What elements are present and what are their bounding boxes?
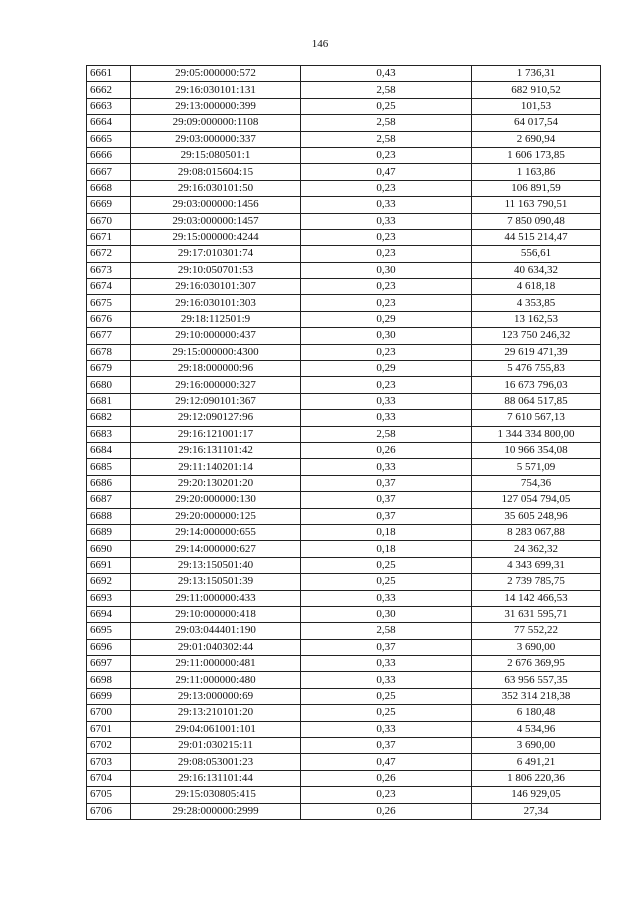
rate-cell: 0,37	[301, 475, 472, 491]
row-number-cell: 6696	[87, 639, 131, 655]
table-row	[87, 295, 601, 311]
value-cell: 14 142 466,53	[472, 590, 601, 606]
table-row	[87, 344, 601, 360]
rate-cell: 0,25	[301, 574, 472, 590]
table-row	[87, 213, 601, 229]
cadastral-number-cell: 29:16:030101:307	[131, 279, 301, 295]
row-number-cell: 6692	[87, 574, 131, 590]
table-row	[87, 541, 601, 557]
rate-cell: 0,33	[301, 393, 472, 409]
value-cell: 44 515 214,47	[472, 229, 601, 245]
value-cell: 5 476 755,83	[472, 361, 601, 377]
table-row	[87, 623, 601, 639]
row-number-cell: 6681	[87, 393, 131, 409]
value-cell: 1 736,31	[472, 66, 601, 82]
table-row	[87, 115, 601, 131]
cadastral-number-cell: 29:08:015604:15	[131, 164, 301, 180]
table-row	[87, 508, 601, 524]
value-cell: 4 534,96	[472, 721, 601, 737]
cadastral-number-cell: 29:10:000000:418	[131, 606, 301, 622]
table-row	[87, 98, 601, 114]
row-number-cell: 6663	[87, 98, 131, 114]
row-number-cell: 6705	[87, 787, 131, 803]
table-row	[87, 524, 601, 540]
row-number-cell: 6670	[87, 213, 131, 229]
row-number-cell: 6675	[87, 295, 131, 311]
value-cell: 1 163,86	[472, 164, 601, 180]
cadastral-number-cell: 29:03:000000:337	[131, 131, 301, 147]
row-number-cell: 6684	[87, 442, 131, 458]
row-number-cell: 6699	[87, 688, 131, 704]
cadastral-number-cell: 29:10:000000:437	[131, 328, 301, 344]
table-row	[87, 180, 601, 196]
rate-cell: 0,23	[301, 279, 472, 295]
page-number: 146	[311, 38, 329, 50]
rate-cell: 0,33	[301, 672, 472, 688]
table-row	[87, 705, 601, 721]
rate-cell: 0,23	[301, 180, 472, 196]
rate-cell: 2,58	[301, 623, 472, 639]
cadastral-number-cell: 29:16:000000:327	[131, 377, 301, 393]
rate-cell: 0,30	[301, 606, 472, 622]
cadastral-number-cell: 29:03:000000:1456	[131, 197, 301, 213]
value-cell: 7 610 567,13	[472, 410, 601, 426]
rate-cell: 0,26	[301, 442, 472, 458]
value-cell: 4 343 699,31	[472, 557, 601, 573]
row-number-cell: 6693	[87, 590, 131, 606]
row-number-cell: 6682	[87, 410, 131, 426]
value-cell: 63 956 557,35	[472, 672, 601, 688]
value-cell: 16 673 796,03	[472, 377, 601, 393]
value-cell: 88 064 517,85	[472, 393, 601, 409]
cadastral-number-cell: 29:12:090101:367	[131, 393, 301, 409]
rate-cell: 0,47	[301, 164, 472, 180]
table-row	[87, 361, 601, 377]
row-number-cell: 6677	[87, 328, 131, 344]
table-row	[87, 426, 601, 442]
value-cell: 6 491,21	[472, 754, 601, 770]
rate-cell: 0,26	[301, 803, 472, 819]
row-number-cell: 6695	[87, 623, 131, 639]
row-number-cell: 6704	[87, 770, 131, 786]
rate-cell: 0,33	[301, 590, 472, 606]
rate-cell: 0,43	[301, 66, 472, 82]
rate-cell: 0,47	[301, 754, 472, 770]
table-row	[87, 738, 601, 754]
cadastral-number-cell: 29:20:000000:125	[131, 508, 301, 524]
value-cell: 352 314 218,38	[472, 688, 601, 704]
rate-cell: 0,33	[301, 721, 472, 737]
row-number-cell: 6686	[87, 475, 131, 491]
row-number-cell: 6678	[87, 344, 131, 360]
rate-cell: 0,25	[301, 98, 472, 114]
value-cell: 3 690,00	[472, 639, 601, 655]
rate-cell: 0,23	[301, 229, 472, 245]
value-cell: 35 605 248,96	[472, 508, 601, 524]
cadastral-number-cell: 29:18:000000:96	[131, 361, 301, 377]
table-row	[87, 803, 601, 819]
cadastral-number-cell: 29:20:130201:20	[131, 475, 301, 491]
cadastral-number-cell: 29:13:000000:399	[131, 98, 301, 114]
cadastral-number-cell: 29:11:000000:480	[131, 672, 301, 688]
table-row	[87, 557, 601, 573]
table-row	[87, 721, 601, 737]
value-cell: 1 606 173,85	[472, 147, 601, 163]
rate-cell: 0,30	[301, 328, 472, 344]
value-cell: 5 571,09	[472, 459, 601, 475]
row-number-cell: 6672	[87, 246, 131, 262]
rate-cell: 0,26	[301, 770, 472, 786]
rate-cell: 0,37	[301, 508, 472, 524]
rate-cell: 0,25	[301, 688, 472, 704]
cadastral-number-cell: 29:14:000000:627	[131, 541, 301, 557]
cadastral-number-cell: 29:16:030101:131	[131, 82, 301, 98]
table-row	[87, 574, 601, 590]
row-number-cell: 6687	[87, 492, 131, 508]
rate-cell: 0,37	[301, 492, 472, 508]
rate-cell: 0,23	[301, 147, 472, 163]
table-row	[87, 459, 601, 475]
rate-cell: 0,23	[301, 344, 472, 360]
cadastral-number-cell: 29:04:061001:101	[131, 721, 301, 737]
cadastral-table	[86, 65, 601, 820]
rate-cell: 0,18	[301, 524, 472, 540]
row-number-cell: 6700	[87, 705, 131, 721]
value-cell: 682 910,52	[472, 82, 601, 98]
value-cell: 754,36	[472, 475, 601, 491]
cadastral-number-cell: 29:11:140201:14	[131, 459, 301, 475]
value-cell: 11 163 790,51	[472, 197, 601, 213]
row-number-cell: 6685	[87, 459, 131, 475]
row-number-cell: 6694	[87, 606, 131, 622]
cadastral-number-cell: 29:16:121001:17	[131, 426, 301, 442]
rate-cell: 0,18	[301, 541, 472, 557]
table-row	[87, 492, 601, 508]
cadastral-number-cell: 29:15:080501:1	[131, 147, 301, 163]
table-row	[87, 688, 601, 704]
value-cell: 13 162,53	[472, 311, 601, 327]
value-cell: 101,53	[472, 98, 601, 114]
value-cell: 106 891,59	[472, 180, 601, 196]
row-number-cell: 6703	[87, 754, 131, 770]
cadastral-number-cell: 29:15:000000:4244	[131, 229, 301, 245]
row-number-cell: 6665	[87, 131, 131, 147]
table-row	[87, 328, 601, 344]
row-number-cell: 6706	[87, 803, 131, 819]
table-row	[87, 770, 601, 786]
table-row	[87, 82, 601, 98]
value-cell: 4 618,18	[472, 279, 601, 295]
cadastral-number-cell: 29:28:000000:2999	[131, 803, 301, 819]
rate-cell: 0,33	[301, 410, 472, 426]
row-number-cell: 6701	[87, 721, 131, 737]
table-row	[87, 475, 601, 491]
table-row	[87, 606, 601, 622]
table-row	[87, 279, 601, 295]
row-number-cell: 6697	[87, 656, 131, 672]
rate-cell: 0,33	[301, 656, 472, 672]
rate-cell: 0,37	[301, 639, 472, 655]
table-row	[87, 262, 601, 278]
row-number-cell: 6664	[87, 115, 131, 131]
row-number-cell: 6691	[87, 557, 131, 573]
table-row	[87, 197, 601, 213]
table-row	[87, 229, 601, 245]
value-cell: 31 631 595,71	[472, 606, 601, 622]
table-row	[87, 672, 601, 688]
value-cell: 27,34	[472, 803, 601, 819]
rate-cell: 0,33	[301, 459, 472, 475]
cadastral-number-cell: 29:15:030805:415	[131, 787, 301, 803]
rate-cell: 0,23	[301, 787, 472, 803]
table-row	[87, 639, 601, 655]
cadastral-number-cell: 29:16:131101:44	[131, 770, 301, 786]
table-body	[87, 66, 601, 820]
value-cell: 29 619 471,39	[472, 344, 601, 360]
row-number-cell: 6673	[87, 262, 131, 278]
value-cell: 64 017,54	[472, 115, 601, 131]
row-number-cell: 6661	[87, 66, 131, 82]
value-cell: 10 966 354,08	[472, 442, 601, 458]
value-cell: 123 750 246,32	[472, 328, 601, 344]
cadastral-number-cell: 29:01:030215:11	[131, 738, 301, 754]
cadastral-number-cell: 29:18:112501:9	[131, 311, 301, 327]
rate-cell: 0,23	[301, 377, 472, 393]
cadastral-number-cell: 29:16:131101:42	[131, 442, 301, 458]
cadastral-number-cell: 29:11:000000:433	[131, 590, 301, 606]
table-row	[87, 164, 601, 180]
rate-cell: 0,30	[301, 262, 472, 278]
value-cell: 77 552,22	[472, 623, 601, 639]
table-row	[87, 377, 601, 393]
row-number-cell: 6690	[87, 541, 131, 557]
rate-cell: 0,33	[301, 213, 472, 229]
cadastral-number-cell: 29:12:090127:96	[131, 410, 301, 426]
value-cell: 3 690,00	[472, 738, 601, 754]
cadastral-number-cell: 29:13:150501:39	[131, 574, 301, 590]
row-number-cell: 6683	[87, 426, 131, 442]
value-cell: 6 180,48	[472, 705, 601, 721]
value-cell: 2 739 785,75	[472, 574, 601, 590]
table-row	[87, 590, 601, 606]
table-row	[87, 311, 601, 327]
rate-cell: 0,37	[301, 738, 472, 754]
value-cell: 24 362,32	[472, 541, 601, 557]
rate-cell: 0,23	[301, 246, 472, 262]
value-cell: 2 690,94	[472, 131, 601, 147]
row-number-cell: 6669	[87, 197, 131, 213]
value-cell: 1 806 220,36	[472, 770, 601, 786]
cadastral-number-cell: 29:20:000000:130	[131, 492, 301, 508]
cadastral-number-cell: 29:03:044401:190	[131, 623, 301, 639]
rate-cell: 2,58	[301, 131, 472, 147]
row-number-cell: 6671	[87, 229, 131, 245]
cadastral-number-cell: 29:05:000000:572	[131, 66, 301, 82]
cadastral-number-cell: 29:14:000000:655	[131, 524, 301, 540]
row-number-cell: 6668	[87, 180, 131, 196]
table-row	[87, 754, 601, 770]
row-number-cell: 6679	[87, 361, 131, 377]
value-cell: 146 929,05	[472, 787, 601, 803]
cadastral-number-cell: 29:08:053001:23	[131, 754, 301, 770]
cadastral-number-cell: 29:16:030101:50	[131, 180, 301, 196]
row-number-cell: 6689	[87, 524, 131, 540]
cadastral-number-cell: 29:15:000000:4300	[131, 344, 301, 360]
rate-cell: 0,23	[301, 295, 472, 311]
rate-cell: 0,33	[301, 197, 472, 213]
cadastral-number-cell: 29:09:000000:1108	[131, 115, 301, 131]
cadastral-number-cell: 29:10:050701:53	[131, 262, 301, 278]
cadastral-number-cell: 29:13:000000:69	[131, 688, 301, 704]
row-number-cell: 6674	[87, 279, 131, 295]
cadastral-number-cell: 29:13:210101:20	[131, 705, 301, 721]
row-number-cell: 6662	[87, 82, 131, 98]
table-row	[87, 147, 601, 163]
row-number-cell: 6666	[87, 147, 131, 163]
table-row	[87, 246, 601, 262]
rate-cell: 2,58	[301, 115, 472, 131]
value-cell: 8 283 067,88	[472, 524, 601, 540]
cadastral-number-cell: 29:17:010301:74	[131, 246, 301, 262]
rate-cell: 0,25	[301, 705, 472, 721]
table-row	[87, 410, 601, 426]
table-row	[87, 393, 601, 409]
value-cell: 40 634,32	[472, 262, 601, 278]
row-number-cell: 6702	[87, 738, 131, 754]
value-cell: 4 353,85	[472, 295, 601, 311]
row-number-cell: 6698	[87, 672, 131, 688]
value-cell: 7 850 090,48	[472, 213, 601, 229]
rate-cell: 2,58	[301, 426, 472, 442]
cadastral-number-cell: 29:01:040302:44	[131, 639, 301, 655]
table-row	[87, 131, 601, 147]
cadastral-number-cell: 29:13:150501:40	[131, 557, 301, 573]
rate-cell: 0,25	[301, 557, 472, 573]
cadastral-number-cell: 29:11:000000:481	[131, 656, 301, 672]
value-cell: 1 344 334 800,00	[472, 426, 601, 442]
row-number-cell: 6667	[87, 164, 131, 180]
row-number-cell: 6688	[87, 508, 131, 524]
rate-cell: 0,29	[301, 361, 472, 377]
value-cell: 127 054 794,05	[472, 492, 601, 508]
value-cell: 2 676 369,95	[472, 656, 601, 672]
cadastral-number-cell: 29:16:030101:303	[131, 295, 301, 311]
rate-cell: 2,58	[301, 82, 472, 98]
table-row	[87, 66, 601, 82]
rate-cell: 0,29	[301, 311, 472, 327]
value-cell: 556,61	[472, 246, 601, 262]
table-row	[87, 442, 601, 458]
table-row	[87, 787, 601, 803]
row-number-cell: 6680	[87, 377, 131, 393]
cadastral-number-cell: 29:03:000000:1457	[131, 213, 301, 229]
row-number-cell: 6676	[87, 311, 131, 327]
table-row	[87, 656, 601, 672]
